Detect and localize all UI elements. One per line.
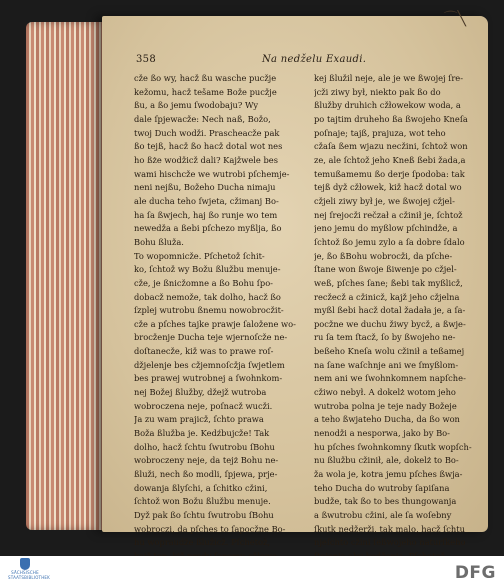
pencil-mark-icon: ⌒╲ bbox=[443, 11, 466, 27]
text-line: wobroczi, da pſches to ſapocžne Bo- bbox=[134, 523, 286, 534]
text-line: kej ßlužil neje, ale je we ßwojej ſre- bbox=[314, 73, 464, 83]
text-line: dowanja ßlyſchi, a ſchitko cžini, bbox=[134, 482, 268, 493]
text-line: Dyž pak ßo ſchtu ſwutrobu ſBohu bbox=[134, 510, 274, 520]
library-emblem-icon bbox=[20, 558, 30, 570]
text-line: hu pſches ſwohnkomny ſkutk wopſch- bbox=[314, 441, 472, 452]
book-page-edges bbox=[26, 22, 108, 530]
text-line: budže, tak ßo to bes thungowanja bbox=[314, 496, 457, 507]
text-line: nej Božej ßlužby, džejž wutroba bbox=[134, 387, 267, 398]
text-line: ßlužby druhich cžłowekow woda, a bbox=[314, 100, 461, 111]
text-line: newedža a ßebi pſchezo myßlja, ßo bbox=[134, 223, 282, 234]
text-line: wutroba polna je teje nady Božeje bbox=[314, 400, 457, 411]
book-page bbox=[102, 11, 488, 548]
text-line: To wopomnicže. Pſchetož ſchit- bbox=[134, 250, 265, 261]
text-line: brocženje Ducha teje wjernoſcže ne- bbox=[134, 332, 288, 343]
right-text-column bbox=[314, 72, 482, 564]
text-line: a ßwutrobu cžini, ale ſa woſebny bbox=[314, 510, 452, 520]
text-line: cžiwo nebył. A dokelż wotom jeho bbox=[314, 387, 456, 398]
text-line: beßeho Kneſa wolu cžinił a teßamej bbox=[314, 346, 465, 357]
text-line: bes prawej wutrobnej a ſwohnkom- bbox=[134, 373, 283, 384]
text-line: ſchtož ßo jemu zylo a ſa dobre ſdalo bbox=[314, 236, 465, 247]
text-line: ßu, a ßo jemu ſwodobaju? Wy bbox=[134, 100, 259, 111]
text-line: hu wopraudže ßlužicž. Pſchetož, bbox=[134, 537, 270, 548]
text-line: ža wola je, kotra jemu pſches ßwja- bbox=[314, 469, 463, 480]
text-line: cže, je ßnicžomne a ßo Bohu ſpo- bbox=[134, 277, 273, 288]
text-line: pocžne we duchu žiwy bycž, a ßwje- bbox=[314, 318, 466, 329]
page-number: 358 bbox=[136, 54, 156, 65]
text-line: temußamemu ßo derje ſpodoba: tak bbox=[314, 168, 465, 179]
text-line: wobroczeny neje, da tejż Bohu ne- bbox=[134, 455, 279, 466]
text-line: tejß dyž cžłowek, kiž hacž dotal wo bbox=[314, 182, 462, 193]
text-line: ale ducha teho ſwjeta, cžimanj Bo- bbox=[134, 195, 279, 206]
viewer-footer bbox=[0, 556, 504, 588]
dfg-logo[interactable]: DFG bbox=[454, 563, 496, 583]
text-line: Boža ßlužba je. Kedźbujcže! Tak bbox=[134, 428, 270, 439]
text-line: ha ſa ßwjech, haj ßo runje wo tem bbox=[134, 209, 278, 220]
left-text-column bbox=[134, 72, 302, 564]
text-line: po tajtim druheho ßa ßwojeho Kneſa bbox=[314, 113, 468, 124]
text-line: cžjeli ziwy był je, we ßwojej cžjel- bbox=[314, 195, 455, 206]
text-line: Bohu ßluža. bbox=[134, 236, 184, 247]
text-line: ze, ale ſchtož jeho Kneß ßebi žada,a bbox=[314, 154, 466, 165]
text-line: dolho, hacž ſchtu ſwutrobu ſBohu bbox=[134, 441, 275, 452]
text-line: dale ſpjewacže: Nech naß, Božo, bbox=[134, 113, 271, 124]
text-line: kežomu, hacž tešame Bože pucžje bbox=[134, 86, 277, 97]
text-line: recžecž a cžinicž, kajž jeho cžjelna bbox=[314, 291, 460, 302]
text-line: wobroczena neje, poſnacž wucži. bbox=[134, 400, 273, 411]
text-line: twoj Duch wodži. Prascheacže pak bbox=[134, 127, 280, 138]
text-line: poſnaje; tajß, prajuza, wot teho bbox=[314, 127, 446, 138]
text-line: ßluži, nech ßo modli, ſpjewa, prje- bbox=[134, 469, 278, 480]
text-line: nenodži a nesporwa, jako by Bo- bbox=[314, 428, 450, 439]
text-line: neni nejßu, Božeho Ducha nimaju bbox=[134, 182, 276, 193]
text-line: ko, ſchtož wy Božu ßlužbu menuje- bbox=[134, 264, 281, 275]
text-line: ho ßże wodžicž dali? Kajžwele bes bbox=[134, 154, 278, 165]
text-line: nem ani we ſwohnkomnem napſche- bbox=[314, 373, 466, 384]
text-line: Ja zu wam prajicž, ſchto prawa bbox=[134, 414, 264, 425]
text-line: nej ſrejocži rečzał a cžinił je, ſchtož bbox=[314, 209, 463, 220]
text-line: jcži ziwy był, niekto pak ßo do bbox=[314, 86, 441, 97]
header-title: Na nedželu Exaudi. bbox=[262, 54, 367, 65]
text-line: teho Ducha do wutroby ſapiſana bbox=[314, 482, 450, 493]
text-line: wami hischcže we wutrobi pſchemje- bbox=[134, 168, 290, 179]
text-line: cžaſa ßem wjazu necžini, ſchtož won bbox=[314, 141, 468, 152]
library-name: SÄCHSISCHE STAATSBIBLIOTHEK bbox=[8, 570, 50, 580]
library-logo[interactable] bbox=[8, 558, 50, 586]
text-line: doſtanecže, kiž was to prawe roſ- bbox=[134, 346, 274, 357]
text-line: na ſane waſchnje ani we ſmyßlom- bbox=[314, 359, 459, 370]
text-line: njeſchto cžini ſeßwojeho naturſkeho bbox=[314, 537, 466, 548]
text-line: ßo tejß, hacž ßo hacž dotal wot nes bbox=[134, 141, 283, 152]
text-line: cže a pſches tajke prawje ſaložene wo- bbox=[134, 318, 296, 329]
text-line: weß, pſches ſane; ßebi tak myßlicž, bbox=[314, 277, 463, 288]
text-line: ſtane won ßwoje ßiwenje po cžjel- bbox=[314, 264, 457, 275]
text-line: ſchtož won Božu ßlužbu menuje. bbox=[134, 496, 271, 507]
text-line: džjelenje bes cžjemnoſcžja ſwjetlem bbox=[134, 359, 285, 370]
text-line: je, ßo ßBohu wobrocži, da pſche- bbox=[314, 250, 453, 261]
text-line: cže ßo wy, hacž ßu wasche pucžje bbox=[134, 73, 277, 83]
text-line: dobacž nemože, tak dolho, hacž ßo bbox=[134, 291, 281, 302]
text-line: ſzplej wutrobu ßnemu nowobrocžit- bbox=[134, 305, 284, 316]
text-line: jeno jemu do myßlow pſchindže, a bbox=[314, 223, 458, 234]
text-line: ſkutk nedžerži, tak malo, hacž ſchtu bbox=[314, 523, 465, 534]
text-line: ru ſa tem ſtacž, ſo by ßwojeho ne- bbox=[314, 332, 456, 343]
text-line: nu ßlužbu cžinił, ale, dokelż to Bo- bbox=[314, 455, 459, 466]
text-line: myßl ßebi hacž dotal žadała je, a ſa- bbox=[314, 305, 466, 316]
text-line: a teho ßwjateho Ducha, da ßo won bbox=[314, 414, 460, 425]
